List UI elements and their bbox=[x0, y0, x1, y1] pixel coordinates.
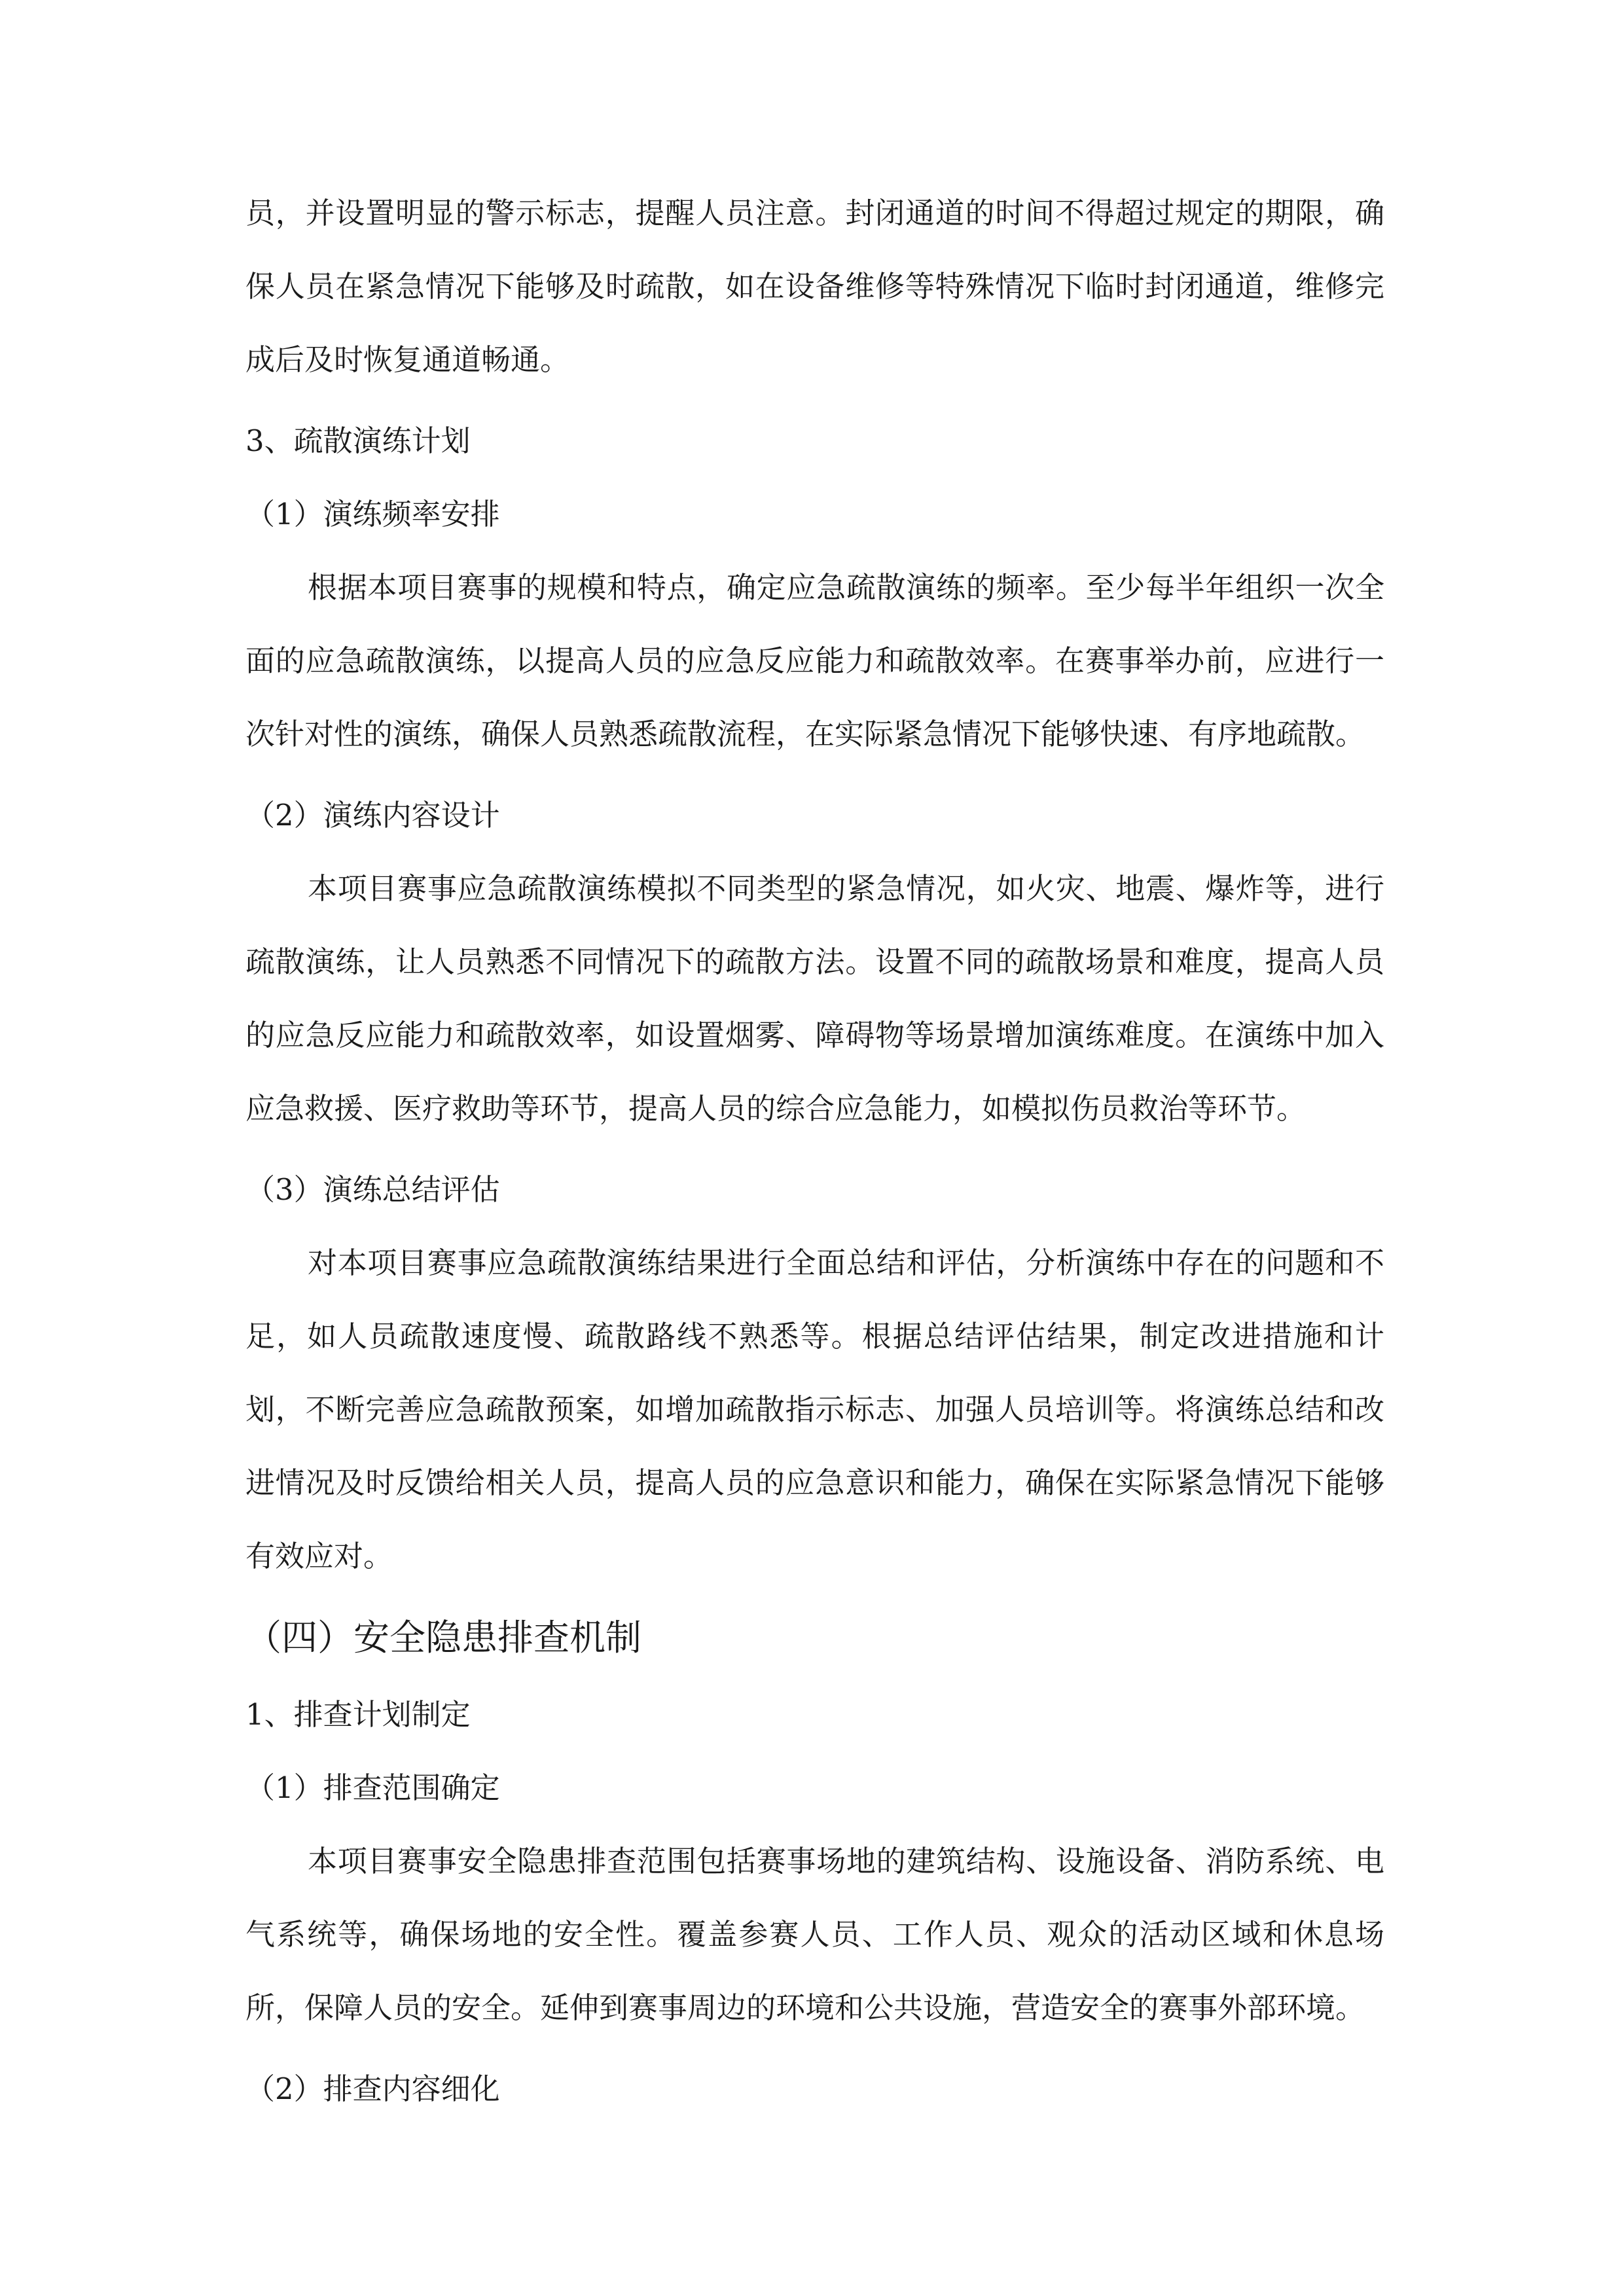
paragraph-drill-content: 本项目赛事应急疏散演练模拟不同类型的紧急情况，如火灾、地震、爆炸等，进行疏散演练，让人员熟悉不同情况下的疏散方法。设置不同的疏散场景和难度，提高人员的应急反应能力和疏散效率，如设置烟雾、障碍物等场景增加演练难度。在演练中加入应急救援、医疗救助等环节，提高人员的综合应急能力，如模拟伤员救治等环节。 bbox=[245, 871, 1384, 1126]
document-page bbox=[245, 177, 1384, 2126]
subheading-drill-content: （2）演练内容设计 bbox=[245, 798, 500, 833]
paragraph-closed-passage: 员，并设置明显的警示标志，提醒人员注意。封闭通道的时间不得超过规定的期限，确保人员在紧急情况下能够及时疏散，如在设备维修等特殊情况下临时封闭通道，维修完成后及时恢复通道畅通。 bbox=[245, 196, 1384, 377]
subheading-inspection-content: （2）排查内容细化 bbox=[245, 2072, 500, 2106]
paragraph-inspection-scope: 本项目赛事安全隐患排查范围包括赛事场地的建筑结构、设施设备、消防系统、电气系统等，确保场地的安全性。覆盖参赛人员、工作人员、观众的活动区域和休息场所，保障人员的安全。延伸到赛事周边的环境和公共设施，营造安全的赛事外部环境。 bbox=[245, 1844, 1384, 2025]
subheading-inspection-scope: （1）排查范围确定 bbox=[245, 1770, 500, 1805]
paragraph-drill-frequency: 根据本项目赛事的规模和特点，确定应急疏散演练的频率。至少每半年组织一次全面的应急疏散演练，以提高人员的应急反应能力和疏散效率。在赛事举办前，应进行一次针对性的演练，确保人员熟悉疏散流程，在实际紧急情况下能够快速、有序地疏散。 bbox=[245, 570, 1384, 751]
chapter-heading-hazard-inspection: （四）安全隐患排查机制 bbox=[245, 1617, 642, 1659]
section-heading-inspection-plan: 1、排查计划制定 bbox=[245, 1697, 471, 1732]
section-heading-evacuation-drill-plan: 3、疏散演练计划 bbox=[245, 423, 471, 458]
subheading-drill-evaluation: （3）演练总结评估 bbox=[245, 1172, 500, 1207]
paragraph-drill-evaluation: 对本项目赛事应急疏散演练结果进行全面总结和评估，分析演练中存在的问题和不足，如人员疏散速度慢、疏散路线不熟悉等。根据总结评估结果，制定改进措施和计划，不断完善应急疏散预案，如增加疏散指示标志、加强人员培训等。将演练总结和改进情况及时反馈给相关人员，提高人员的应急意识和能力，确保在实际紧急情况下能够有效应对。 bbox=[245, 1246, 1384, 1573]
subheading-drill-frequency: （1）演练频率安排 bbox=[245, 497, 500, 531]
